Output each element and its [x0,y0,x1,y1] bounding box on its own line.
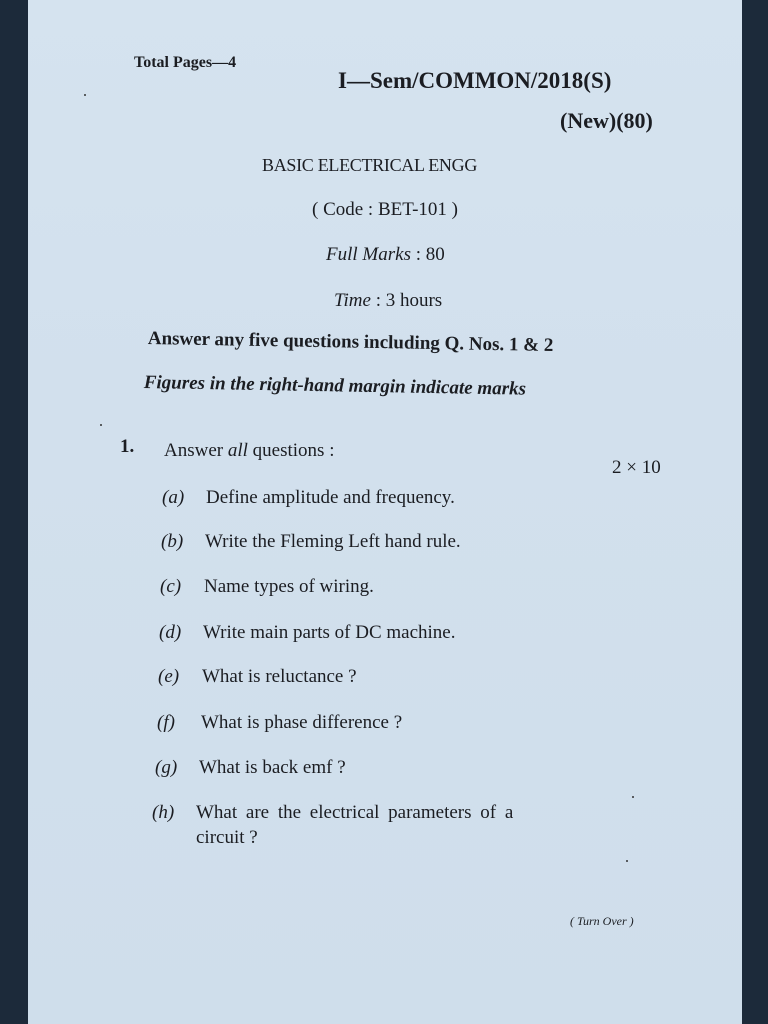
full-marks-label: Full Marks [326,244,411,265]
item-label: (h) [152,802,175,823]
list-item [161,531,461,553]
item-text: What is phase difference ? [201,712,403,733]
item-label: (g) [155,757,178,778]
exam-code: I—Sem/COMMON/2018(S) [338,68,612,93]
full-marks-value: : 80 [415,244,445,265]
list-item [162,487,455,509]
version-marks: (New)(80) [560,108,653,133]
item-text: What is reluctance ? [202,666,357,687]
paper-speck [626,860,628,862]
course-code: ( Code : BET-101 ) [312,199,459,220]
item-text: What are the electrical parameters of a [196,802,514,823]
question-marks: 2 × 10 [612,457,661,478]
item-label: (f) [157,712,175,733]
question-text [164,440,334,462]
item-label: (d) [159,622,182,643]
turn-over-note: ( Turn Over ) [570,914,634,928]
subject-title: BASIC ELECTRICAL ENGG [262,155,478,175]
item-text: Name types of wiring. [204,576,374,597]
item-text: What is back emf ? [199,757,346,778]
item-text: Define amplitude and frequency. [206,487,455,508]
list-item [152,802,513,824]
item-label: (b) [161,531,184,552]
item-text: Write main parts of DC machine. [203,622,456,643]
question-number: 1. [120,436,135,457]
time-allowed [334,290,442,312]
question-text-emphasis: all [227,440,248,461]
instruction-line: Answer any five questions including Q. Nos. 1 & 2 [147,328,554,357]
list-item [160,576,374,598]
item-label: (e) [158,666,180,687]
total-pages: Total Pages—4 [134,54,237,71]
paper-speck [632,796,634,798]
item-label: (a) [162,487,185,508]
time-value: : 3 hours [375,290,443,311]
full-marks [326,244,445,266]
question-text-pre: Answer [164,440,224,461]
exam-paper-page [28,0,742,1024]
margin-note: Figures in the right-hand margin indicate marks [143,372,527,400]
list-item-continuation: circuit ? [196,827,258,848]
item-text: Write the Fleming Left hand rule. [205,531,461,552]
item-label: (c) [160,576,182,597]
list-item [159,622,456,644]
list-item [158,666,357,688]
list-item [155,757,346,779]
list-item [157,712,402,734]
time-label: Time [334,290,371,311]
question-text-post: questions : [252,440,335,461]
paper-speck [84,94,86,96]
paper-speck [100,424,102,426]
